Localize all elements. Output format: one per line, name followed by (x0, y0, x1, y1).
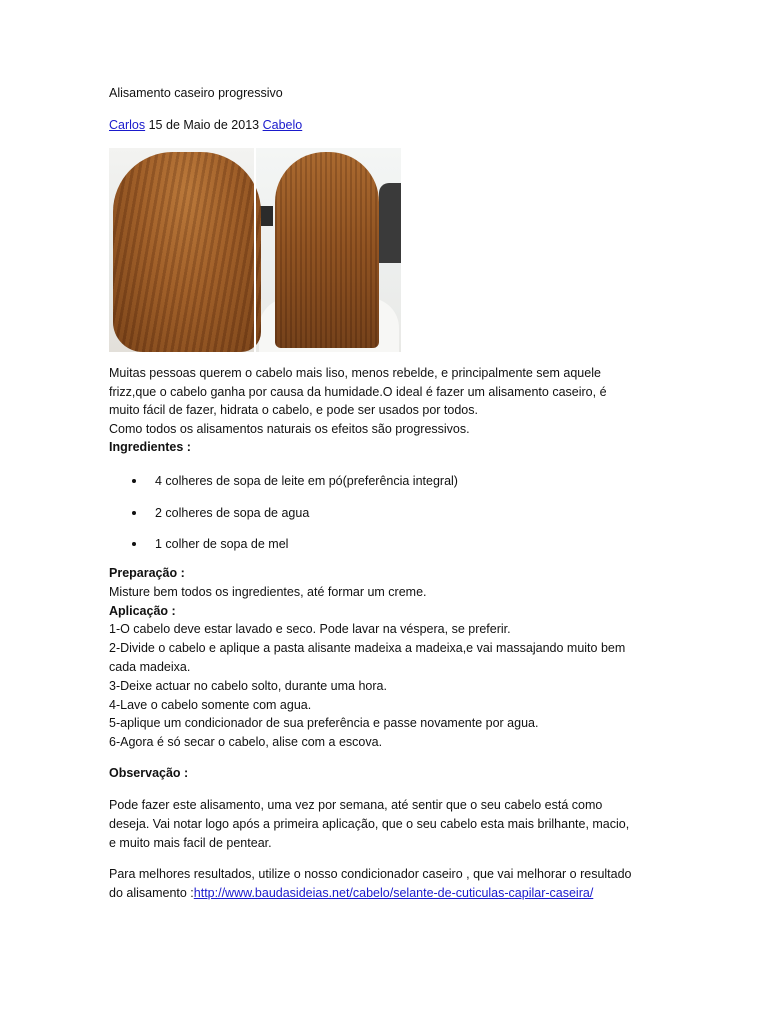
before-after-hair-image (109, 148, 401, 352)
application-step: 6-Agora é só secar o cabelo, alise com a escova. (109, 735, 383, 750)
instructions (109, 564, 669, 752)
preparation-text: Misture bem todos os ingredientes, até formar um creme. (109, 584, 427, 599)
intro-text (109, 364, 669, 457)
straight-hair (275, 152, 379, 348)
application-step: 2-Divide o cabelo e aplique a pasta alisante madeixa a madeixa,e vai massajando muito bem (109, 641, 626, 656)
application-step: 1-O cabelo deve estar lavado e seco. Pode lavar na véspera, se preferir. (109, 622, 511, 637)
bullet-icon (132, 479, 136, 483)
intro-line: Como todos os alisamentos naturais os efeitos são progressivos. (109, 421, 470, 436)
preparation-heading: Preparação : (109, 566, 185, 580)
intro-line: muito fácil de fazer, hidrata o cabelo, e pode ser usados por todos. (109, 403, 478, 418)
recommendation-text: Para melhores resultados, utilize o nosso condicionador caseiro , que vai melhorar o resultado do alisamento :http://www.baudasideias.net/cabelo/selante-de-cuticulas-capilar-caseira/ (109, 867, 632, 900)
post-meta (109, 118, 302, 132)
wavy-hair (113, 152, 261, 352)
application-step: 5-aplique um condicionador de sua preferência e passe novamente por agua. (109, 716, 539, 731)
category-link[interactable]: Cabelo (262, 118, 303, 132)
list-item: 2 colheres de sopa de agua (109, 504, 669, 536)
list-item: 1 colher de sopa de mel (109, 535, 669, 567)
author-link[interactable]: Carlos (109, 118, 146, 132)
application-step: 3-Deixe actuar no cabelo solto, durante uma hora. (109, 678, 387, 693)
bullet-icon (132, 511, 136, 515)
intro-line: Muitas pessoas querem o cabelo mais liso, menos rebelde, e principalmente sem aquele (109, 366, 601, 380)
application-step: cada madeixa. (109, 659, 191, 674)
conditioner-link[interactable]: http://www.baudasideias.net/cabelo/selante-de-cuticulas-capilar-caseira/ (193, 885, 594, 900)
document-title: Alisamento caseiro progressivo (109, 86, 283, 100)
post-date: 15 de Maio de 2013 (148, 118, 260, 132)
ingredients-heading: Ingredientes : (109, 440, 191, 455)
application-heading: Aplicação : (109, 603, 176, 618)
ingredients-list (109, 472, 669, 567)
application-step: 4-Lave o cabelo somente com agua. (109, 697, 312, 712)
bullet-icon (132, 542, 136, 546)
observation-text: Pode fazer este alisamento, uma vez por semana, até sentir que o seu cabelo está como deseja. Vai notar logo após a primeira aplicação, que o seu cabelo esta mais brilhante, macio, e muito mais facil de pentear. (109, 798, 630, 850)
intro-line: frizz,que o cabelo ganha por causa da humidade.O ideal é fazer um alisamento caseiro, é (109, 384, 607, 399)
observation-heading: Observação : (109, 766, 189, 780)
list-item: 4 colheres de sopa de leite em pó(preferência integral) (109, 472, 669, 504)
